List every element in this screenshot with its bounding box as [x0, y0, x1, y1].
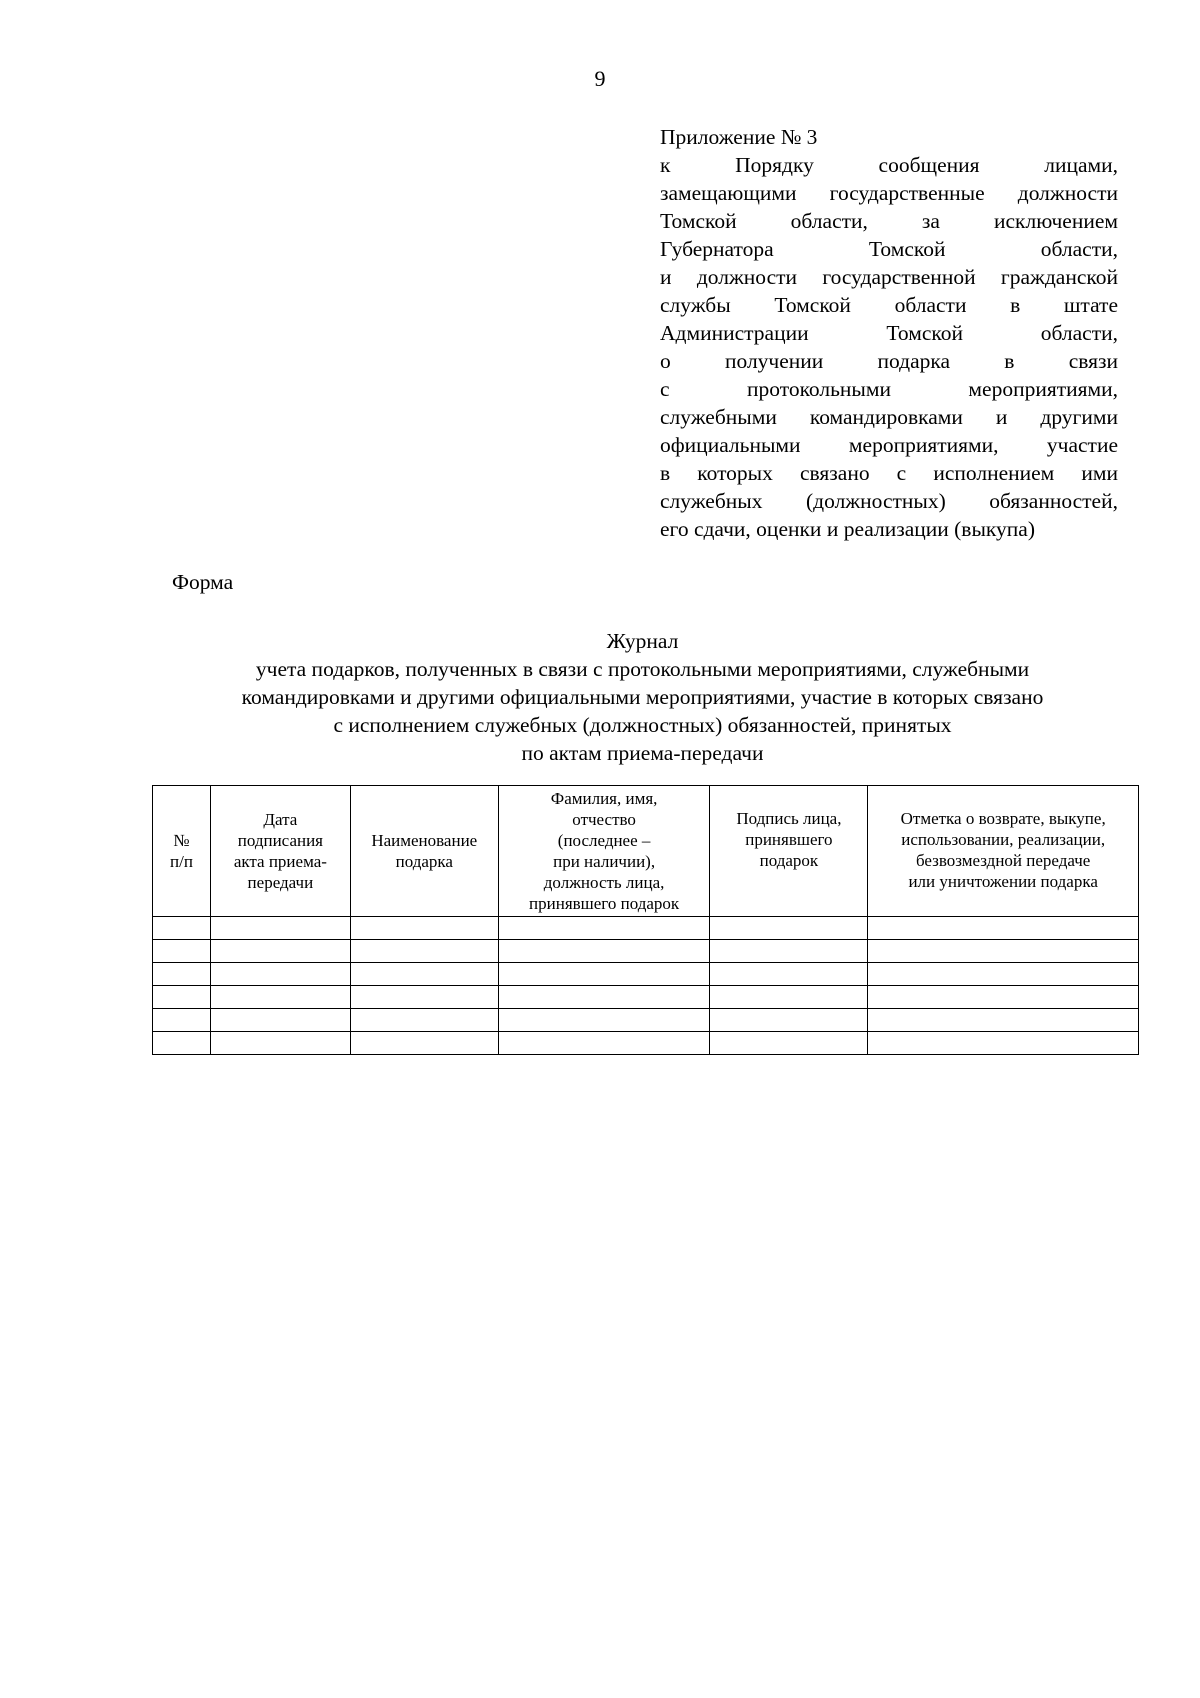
appendix-line: официальными мероприятиями, участие [660, 433, 1118, 457]
appendix-line: и должности государственной гражданской [660, 265, 1118, 289]
appendix-line: служебных (должностных) обязанностей, [660, 489, 1118, 513]
table-cell [710, 986, 868, 1009]
column-header-signature: Подпись лица, принявшего подарок [710, 786, 868, 917]
table-cell [350, 986, 498, 1009]
table-cell [868, 1032, 1139, 1055]
table-cell [153, 1009, 211, 1032]
table-cell [498, 940, 710, 963]
table-cell [710, 1009, 868, 1032]
appendix-line: о получении подарка в связи [660, 349, 1118, 373]
journal-subtitle-line: с исполнением служебных (должностных) обязанностей, принятых [333, 713, 952, 737]
appendix-title: Приложение № 3 [660, 125, 818, 149]
table-cell [350, 1009, 498, 1032]
appendix-line: к Порядку сообщения лицами, [660, 153, 1118, 177]
form-label: Форма [172, 570, 234, 594]
table-cell [350, 917, 498, 940]
page-number: 9 [594, 66, 606, 91]
table-cell [498, 917, 710, 940]
column-header-mark: Отметка о возврате, выкупе, использовании, реализации, безвозмездной передаче или уничтожении подарка [868, 786, 1139, 917]
table-cell [710, 1032, 868, 1055]
column-header-date: Дата подписания акта приема- передачи [210, 786, 350, 917]
table-cell [210, 1032, 350, 1055]
journal-title: Журнал [606, 629, 679, 653]
table-cell [210, 963, 350, 986]
table-cell [153, 963, 211, 986]
journal-table [152, 785, 1139, 1055]
column-header-number: № п/п [153, 786, 211, 917]
table-cell [498, 963, 710, 986]
table-body [153, 917, 1139, 1055]
table-cell [868, 1009, 1139, 1032]
table-cell [868, 917, 1139, 940]
table-cell [868, 940, 1139, 963]
table-cell [350, 963, 498, 986]
table-row [153, 963, 1139, 986]
table-row [153, 940, 1139, 963]
table-cell [153, 940, 211, 963]
table-cell [153, 917, 211, 940]
appendix-line: Администрации Томской области, [660, 321, 1118, 345]
table-cell [498, 1032, 710, 1055]
journal-subtitle-line: командировками и другими официальными мероприятиями, участие в которых связано [241, 685, 1044, 709]
table-row [153, 1032, 1139, 1055]
table-cell [210, 1009, 350, 1032]
appendix-line: Томской области, за исключением [660, 209, 1118, 233]
table-cell [868, 963, 1139, 986]
appendix-line: в которых связано с исполнением ими [660, 461, 1118, 485]
column-header-gift-name: Наименование подарка [350, 786, 498, 917]
appendix-block [660, 123, 1118, 543]
table-cell [350, 940, 498, 963]
table-row [153, 917, 1139, 940]
table-cell [210, 917, 350, 940]
journal-subtitle-line: учета подарков, полученных в связи с протокольными мероприятиями, служебными [255, 657, 1030, 681]
table-cell [710, 917, 868, 940]
table-cell [153, 986, 211, 1009]
appendix-line: службы Томской области в штате [660, 293, 1118, 317]
table-cell [153, 1032, 211, 1055]
journal-subtitle-line: по актам приема-передачи [521, 741, 764, 765]
appendix-line: замещающими государственные должности [660, 181, 1118, 205]
table-row [153, 986, 1139, 1009]
table-cell [710, 940, 868, 963]
appendix-line: с протокольными мероприятиями, [660, 377, 1118, 401]
journal-heading [150, 627, 1135, 767]
table-header-row [153, 786, 1139, 917]
table-cell [350, 1032, 498, 1055]
appendix-line: его сдачи, оценки и реализации (выкупа) [660, 517, 1036, 541]
column-header-recipient: Фамилия, имя, отчество (последнее – при наличии), должность лица, принявшего подарок [498, 786, 710, 917]
table-cell [868, 986, 1139, 1009]
table-cell [498, 1009, 710, 1032]
table-cell [210, 940, 350, 963]
table-row [153, 1009, 1139, 1032]
appendix-line: Губернатора Томской области, [660, 237, 1118, 261]
table-cell [210, 986, 350, 1009]
table-cell [498, 986, 710, 1009]
appendix-line: служебными командировками и другими [660, 405, 1118, 429]
table-cell [710, 963, 868, 986]
